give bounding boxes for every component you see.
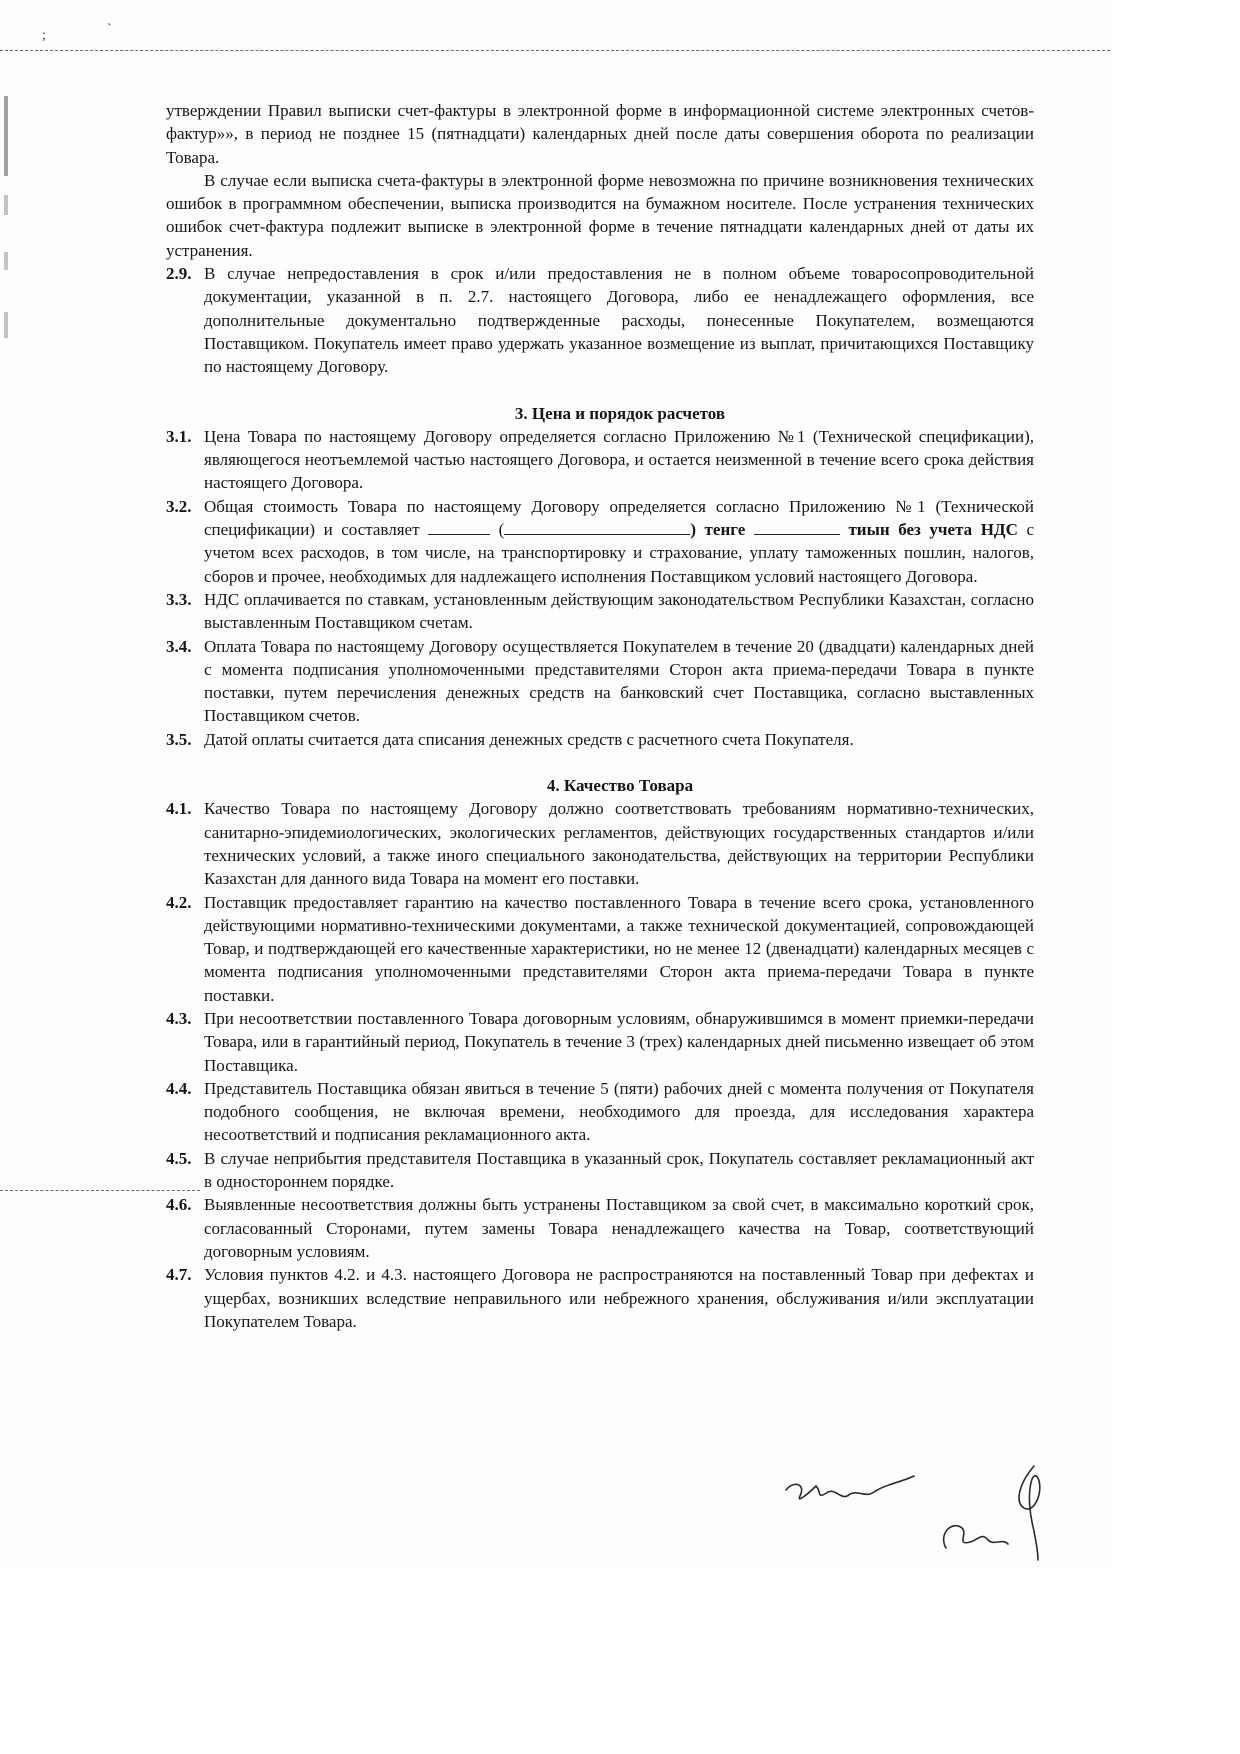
scan-margin-noise xyxy=(4,252,8,270)
intro-paragraph: В случае если выписка счета-фактуры в электронной форме невозможна по причине возникновения технических ошибок в программном обеспечении, выписка производится на бумажном носителе. После устранения технических ошибок счет-фактура подлежит выписке в электронной форме в течение пятнадцати календарных дней от даты их устранения. xyxy=(166,170,1034,260)
clause-3-2 xyxy=(166,495,1034,588)
amount-words-blank xyxy=(504,519,690,535)
clause-2-9 xyxy=(166,262,1034,378)
amount-blank xyxy=(428,519,490,535)
currency-label: тенге xyxy=(704,520,746,540)
handwritten-signatures xyxy=(776,1462,1076,1562)
clause-text: Качество Товара по настоящему Договору должно соответствовать требованиям нормативно-технических, санитарно-эпидемиологических, экологических регламентов, действующих государственных стандартов и/или технических условий, а также иного специального законодательства, действующих на территории Республики Казахстан для данного вида Товара на момент его поставки. xyxy=(204,799,1034,889)
intro-paragraph: утверждении Правил выписки счет-фактуры в электронной форме в информационной системе электронных счетов-фактур»», в период не позднее 15 (пятнадцати) календарных дней после даты совершения оборота по реализации Товара. xyxy=(166,101,1034,167)
section-4-title: 4. Качество Товара xyxy=(546,776,694,796)
clause-4-5 xyxy=(166,1147,1034,1194)
clause-text: Представитель Поставщика обязан явиться в течение 5 (пяти) рабочих дней с момента получения от Покупателя подобного сообщения, не включая времени, необходимого для проезда, для исследования характера несоответствий и подписания рекламационного акта. xyxy=(204,1078,1034,1145)
scan-mark-semicolon: ; xyxy=(42,28,46,43)
close-paren: ) xyxy=(690,520,705,540)
clause-4-6 xyxy=(166,1193,1034,1263)
clause-text: Выявленные несоответствия должны быть устранены Поставщиком за свой счет, в максимально короткий срок, согласованный Сторонами, путем замены Товара ненадлежащего качества на Товар, соответствующий договорным условиям. xyxy=(204,1195,1034,1261)
scan-margin-noise xyxy=(4,312,8,338)
scan-margin-noise xyxy=(4,195,8,215)
clause-number: 4.1. xyxy=(166,799,192,819)
clause-number: 2.9. xyxy=(166,264,192,284)
clause-text: В случае непредоставления в срок и/или предоставления не в полном объеме товаросопроводительной документации, указанной в п. 2.7. настоящего Договора, либо ее ненадлежащего оформления, все дополнительные документально подтвержденные расходы, понесенные Покупателем, возмещаются Поставщиком. Покупатель имеет право удержать указанное возмещение из выплат, причитающихся Поставщику по настоящему Договору. xyxy=(204,264,1034,377)
clause-text: В случае неприбытия представителя Поставщика в указанный срок, Покупатель составляет рекламационный акт в одностороннем порядке. xyxy=(204,1148,1034,1192)
clause-text: Датой оплаты считается дата списания денежных средств с расчетного счета Покупателя. xyxy=(204,729,854,749)
clause-3-3 xyxy=(166,588,1034,635)
scan-margin-noise xyxy=(4,96,8,176)
clause-text: Условия пунктов 4.2. и 4.3. настоящего Договора не распространяются на поставленный Товар при дефектах и ущербах, возникших вследствие неправильного или небрежного хранения, обслуживания и/или эксплуатации Покупателем Товара. xyxy=(204,1265,1034,1331)
clause-3-4 xyxy=(166,635,1034,728)
clause-4-7 xyxy=(166,1263,1034,1333)
tiyn-blank xyxy=(754,519,840,535)
scan-top-border xyxy=(0,50,1110,51)
scan-mark-tick: ` xyxy=(107,22,112,37)
clause-4-3 xyxy=(166,1007,1034,1077)
vat-note: тиын без учета НДС xyxy=(848,520,1018,540)
clause-4-2 xyxy=(166,891,1034,1007)
clause-text xyxy=(204,495,1034,588)
clause-text: При несоответствии поставленного Товара договорным условиям, обнаружившимся в момент приемки-передачи Товара, или в гарантийный период, Покупатель в течение 3 (трех) календарных дней письменно извещает об этом Поставщика. xyxy=(204,1008,1034,1075)
clause-text: Оплата Товара по настоящему Договору осуществляется Покупателем в течение 20 (двадцати) календарных дней с момента подписания уполномоченными представителями Сторон акта приема-передачи Товара в пункте поставки, путем перечисления денежных средств на банковский счет Поставщика, согласно выставленных Поставщиком счетов. xyxy=(204,636,1034,726)
clause-number: 4.2. xyxy=(166,892,192,912)
clause-number: 4.6. xyxy=(166,1195,192,1215)
signature-stroke xyxy=(944,1526,1008,1548)
signature-stroke xyxy=(1019,1466,1040,1560)
clause-4-4 xyxy=(166,1077,1034,1147)
clause-number: 3.5. xyxy=(166,729,192,749)
signature-stroke xyxy=(786,1476,914,1499)
clause-4-1 xyxy=(166,797,1034,890)
clause-number: 4.5. xyxy=(166,1148,192,1168)
clause-text-part: Общая стоимость Товара по настоящему Договору определяется согласно Приложению №1 (Технической спецификации) и составляет xyxy=(204,496,1034,540)
clause-number: 3.1. xyxy=(166,426,192,446)
clause-3-1 xyxy=(166,425,1034,495)
clause-number: 3.3. xyxy=(166,589,192,609)
clause-number: 4.7. xyxy=(166,1265,192,1285)
clause-number: 3.4. xyxy=(166,636,192,656)
clause-number: 3.2. xyxy=(166,496,192,516)
clause-number: 4.3. xyxy=(166,1008,192,1028)
document-body xyxy=(166,99,1034,1333)
clause-number: 4.4. xyxy=(166,1078,192,1098)
clause-text-part: с учетом всех расходов, в том числе, на транспортировку и страхование, уплату таможенных пошлин, налогов, сборов и прочее, необходимых для надлежащего исполнения Поставщиком условий настоящего Договора. xyxy=(204,520,1035,586)
clause-text: Цена Товара по настоящему Договору определяется согласно Приложению №1 (Технической спецификации), являющегося неотъемлемой частью настоящего Договора, и остается неизменной в течение всего срока действия настоящего Договора. xyxy=(204,426,1034,493)
clause-text: Поставщик предоставляет гарантию на качество поставленного Товара в течение всего срока, установленного действующими нормативно-техническими документами, а также технической документацией, сопровождающей Товар, и подтверждающей его качественные характеристики, но не менее 12 (двенадцати) календарных месяцев с момента подписания уполномоченными представителями Сторон акта приема-передачи Товара в пункте поставки. xyxy=(204,892,1034,1005)
open-paren: ( xyxy=(490,520,505,540)
section-3-title: 3. Цена и порядок расчетов xyxy=(514,403,726,423)
clause-3-5 xyxy=(166,728,1034,751)
clause-text: НДС оплачивается по ставкам, установленным действующим законодательством Республики Казахстан, согласно выставленным Поставщиком счетам. xyxy=(204,589,1034,633)
